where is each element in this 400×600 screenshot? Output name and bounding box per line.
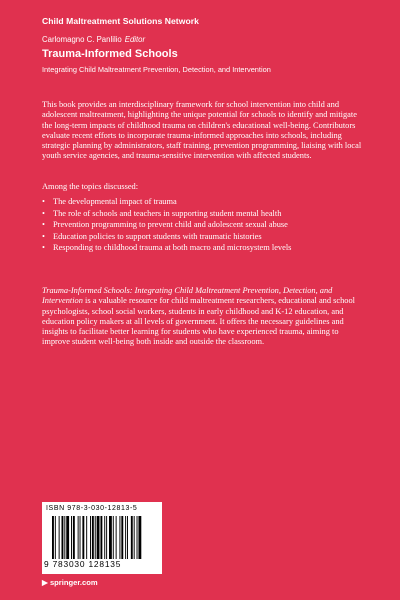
barcode-bar (64, 516, 65, 559)
barcode-bar (90, 516, 91, 559)
list-item: • The developmental impact of trauma (42, 196, 364, 208)
blurb-paragraph-3 (42, 286, 364, 348)
book-subtitle: Integrating Child Maltreatment Prevention, Detection, and Intervention (42, 65, 271, 74)
barcode-digits: 9 783030 128135 (44, 559, 122, 569)
barcode-bar (97, 516, 100, 559)
list-item: • Responding to childhood trauma at both macro and microsystem levels (42, 242, 364, 254)
barcode-bar (137, 516, 138, 559)
editor-line (42, 35, 145, 44)
blurb-paragraph-3-text: is a valuable resource for child maltreatment researchers, educational and school psychologists, school social workers, students in early childhood and K-12 education, and education policy makers at all levels of government. It offers the necessary guidelines and insights to facilitate better learning for students who have experienced trauma, aiming to improve student well-being both inside and outside the classroom. (42, 296, 356, 347)
barcode-bar (116, 516, 117, 559)
series-name: Child Maltreatment Solutions Network (42, 16, 199, 26)
editor-role: Editor (124, 35, 146, 44)
barcode-bar (104, 516, 105, 559)
barcode-bar (52, 516, 54, 559)
barcode-bars (52, 516, 156, 561)
isbn-barcode (42, 502, 162, 574)
barcode-bar (134, 516, 135, 559)
barcode-bar (119, 516, 120, 559)
blurb-paragraph-1: This book provides an interdisciplinary framework for school intervention into child and adolescent maltreatment, highlighting the unique potential for schools to identify and mitigate the long-term impacts of childhood trauma on children's educational well-being. Contributors evaluate recent efforts to incorporate trauma-informed approaches into schools, including strategic planning by administrators, staff training, prevention programming, liaising with local youth service agencies, and trauma-sensitive intervention with affected students. (42, 100, 362, 161)
barcode-bar (127, 516, 128, 559)
barcode-bar (121, 516, 123, 559)
topics-list (42, 196, 364, 254)
barcode-bar (106, 516, 107, 559)
list-item: • The role of schools and teachers in supporting student mental health (42, 208, 364, 220)
publisher-website[interactable]: ▶ springer.com (42, 578, 98, 587)
barcode-bar (86, 516, 87, 559)
barcode-bar (113, 516, 114, 559)
barcode-bar (59, 516, 60, 559)
barcode-bar (62, 516, 64, 559)
barcode-bar (73, 516, 75, 559)
barcode-bar (100, 516, 102, 559)
barcode-bar (92, 516, 94, 559)
barcode-bar (78, 516, 79, 559)
topics-intro: Among the topics discussed: (42, 182, 139, 191)
barcode-bar (66, 516, 69, 559)
isbn-label: ISBN 978-3-030-12813-5 (46, 505, 138, 512)
book-title: Trauma-Informed Schools (42, 48, 178, 60)
list-item: • Education policies to support students with traumatic histories (42, 231, 364, 243)
barcode-bar (109, 516, 112, 559)
list-item: • Prevention programming to prevent child and adolescent sexual abuse (42, 219, 364, 231)
barcode-bar (80, 516, 81, 559)
editor-name: Carlomagno C. Panlilio (42, 35, 122, 44)
barcode-bar (95, 516, 96, 559)
barcode-bar (125, 516, 126, 559)
barcode-bar (71, 516, 72, 559)
barcode-bar (55, 516, 56, 559)
barcode-bar (131, 516, 133, 559)
book-title-reference: Trauma-Informed Schools: Integrating Child Maltreatment Prevention, Detection, and Intervention (42, 286, 333, 306)
barcode-bar (82, 516, 84, 559)
barcode-bar (138, 516, 141, 559)
